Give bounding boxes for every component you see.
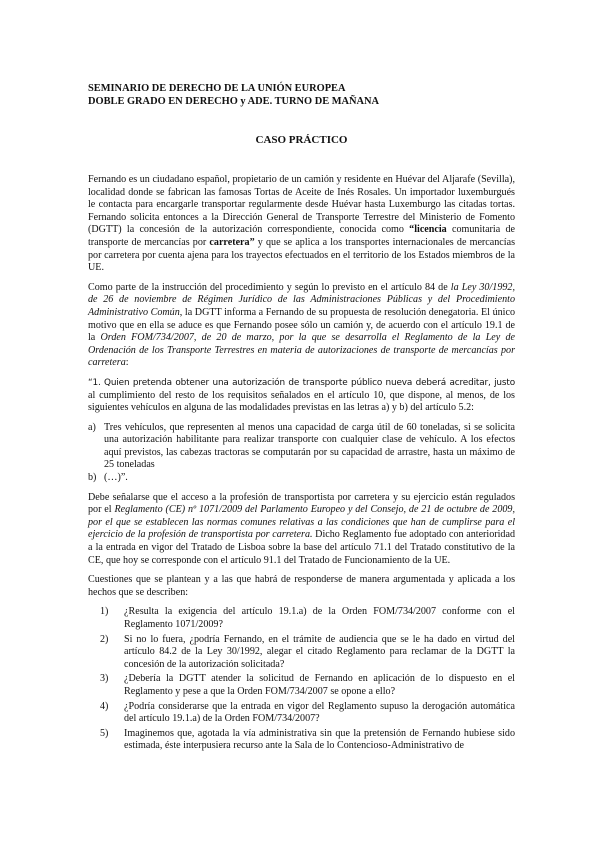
text-run-quote: carretera”: [209, 236, 255, 248]
list-marker: b): [88, 472, 97, 484]
question-text: ¿Podría considerarse que la entrada en vigor del Reglamento supuso la derogación automática del artículo 19.1.a) de la Orden FOM/734/2007?: [124, 700, 515, 725]
order-citation: Orden FOM/734/2007, de 20 de marzo, por la que se desarrolla el Reglamento de la Ley de Ordenación de los Transporte Terrestres en materia de autorizaciones de transporte de mercancías por carretera: [88, 332, 515, 369]
text-run: y que se aplica a los transportes internacionales de mercancías por carretera por cuenta ajena para los trayectos efectuados en el territorio de los Estados miembros de la UE.: [88, 236, 515, 274]
quote-paragraph: [88, 377, 515, 415]
question-number: 2): [100, 633, 109, 645]
text-run: Dicho Reglamento fue adoptado con anterioridad a la entrada en vigor del Tratado de Lisboa sobre la base del artículo 71.1 del Tratado constitutivo de la CE, que hoy se corresponde con el artículo 91.1 del Tratado de Funcionamiento de la UE.: [88, 529, 515, 566]
text-run-quote: “licencia: [409, 224, 447, 236]
paragraph-facts: [88, 174, 515, 275]
text-run: Fernando es un ciudadano español, propietario de un camión y residente en Huévar del Aljarafe (Sevilla), localidad donde se fabrican las famosas Tortas de Aceite de Inés Rosales. Un importador luxemburgués le contacta para encargarle transportar regularmente desde Huévar hasta Luxemburgo las citadas tortas. Fernando solicita entonces a la Dirección General de Transporte Terrestre del Ministerio de Fomento (DGTT) la concesión de la autorización correspondiente, conocida como: [88, 174, 515, 236]
question-text: Si no lo fuera, ¿podría Fernando, en el trámite de audiencia que se le ha dado en virtud del artículo 84.2 de la Ley 30/1992, alegar el citado Reglamento para reclamar de la DGTT la concesión de la autorización solicitada?: [124, 633, 515, 670]
question-text: Imaginemos que, agotada la vía administrativa sin que la pretensión de Fernando hubiese sido estimada, éste interpusiera recurso ante la Sala de lo Contencioso-Administrativo de: [124, 727, 515, 752]
law-citation: la Ley 30/1992, de 26 de noviembre de Régimen Jurídico de las Administraciones Públicas y del Procedimiento Administrativo Común: [88, 281, 515, 318]
question-number: 1): [100, 606, 109, 618]
paragraph-regulation: [88, 492, 515, 568]
quote-rest: al cumplimiento del resto de los requisitos señalados en el artículo 10, que dispone, al menos, de los siguientes vehículos en alguna de las modalidades previstas en las letras a) y b) del artículo 5.2:: [88, 389, 515, 414]
paragraph-procedure: [88, 282, 515, 370]
question-item: [88, 634, 515, 672]
question-text: ¿Resulta la exigencia del artículo 19.1.a) de la Orden FOM/734/2007 conforme con el Reglamento 1071/2009?: [124, 606, 515, 630]
question-number: 5): [100, 727, 109, 739]
header-line-1: SEMINARIO DE DERECHO DE LA UNIÓN EUROPEA: [88, 83, 346, 94]
regulation-citation: Reglamento (CE) nº 1071/2009 del Parlamento Europeo y del Consejo, de 21 de octubre de 2009, por el que se establecen las normas comunes relativas a las condiciones que han de cumplirse para el ejercicio de la profesión de transportista por carretera.: [88, 504, 515, 541]
text-run: comunitaria de transporte de mercancías por: [88, 224, 515, 248]
question-item: [88, 606, 515, 631]
quote-lead: “1. Quien pretenda obtener una autorización de transporte público nueva deberá acreditar, justo: [88, 377, 515, 388]
question-item: [88, 673, 515, 698]
question-item: [88, 728, 515, 753]
list-item: [88, 422, 515, 472]
list-text: Tres vehículos, que representen al menos una capacidad de carga útil de 60 toneladas, si se solicita una autorización habilitante para realizar transporte con cualquier clase de vehículo. A los efectos aquí previstos, las cabezas tractoras se computarán por su capacidad de arrastre, hasta un máximo de 25 toneladas: [104, 421, 515, 471]
text-run: Debe señalarse que el acceso a la profesión de transportista por carretera y su ejercicio están regulados por el: [88, 491, 515, 516]
text-run: :: [125, 357, 129, 369]
question-number: 4): [100, 700, 109, 712]
paragraph-questions-intro: Cuestiones que se plantean y a las que habrá de responderse de manera argumentada y aplicada a los hechos que se describen:: [88, 574, 515, 598]
list-text: (…)”.: [104, 472, 128, 484]
question-number: 3): [100, 673, 109, 685]
page-title: CASO PRÁCTICO: [255, 134, 348, 146]
document-body: [88, 82, 515, 755]
text-run: Como parte de la instrucción del procedimiento y según lo previsto en el artículo 84 de: [88, 281, 451, 293]
text-run: , la DGTT informa a Fernando de su propuesta de resolución denegatoria. El único motivo que en ella se aduce es que Fernando posee sólo un camión y, de acuerdo con el artículo 19.1 de la: [88, 306, 515, 344]
quote-list: [88, 422, 515, 485]
question-text: ¿Debería la DGTT atender la solicitud de Fernando en aplicación de lo dispuesto en el Reglamento y pese a que la Orden FOM/734/2007 se opone a ello?: [124, 673, 515, 697]
questions-list: [88, 606, 515, 753]
list-item: [88, 472, 515, 485]
list-marker: a): [88, 421, 96, 433]
question-item: [88, 701, 515, 726]
header-line-2: DOBLE GRADO EN DERECHO y ADE. TURNO DE MAÑANA: [88, 96, 380, 107]
